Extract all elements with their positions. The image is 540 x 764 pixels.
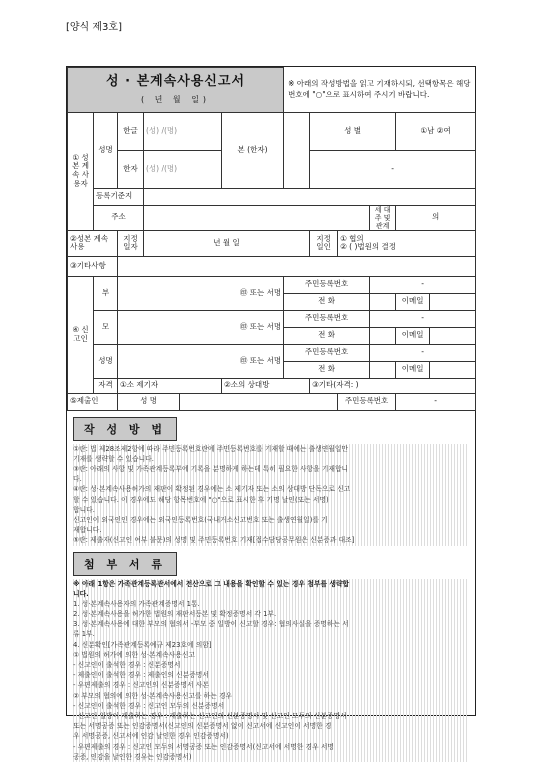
hanja-name-field[interactable]: (성) /(명) <box>144 150 222 188</box>
father-phone-field[interactable] <box>370 293 396 310</box>
attach-line: 1. 성·본계속사용자의 가족관계증명서 1통. <box>73 599 200 608</box>
form-table <box>67 67 476 411</box>
other-phone-label: 전 화 <box>284 361 370 378</box>
s1-rrn-field[interactable]: - <box>310 150 476 188</box>
attach-line: 4. 신분확인[가족관계등록예규 제23호에 의함] <box>73 640 212 649</box>
mother-rrn-label: 주민등록번호 <box>284 310 370 327</box>
hangul-name-field[interactable]: (성) /(명) <box>144 112 222 150</box>
attach-text <box>73 579 469 762</box>
attach-section <box>67 546 475 762</box>
method-line: 합니다. <box>73 505 95 514</box>
other-sign[interactable]: ㊞ 또는 서명 <box>118 344 284 378</box>
s3-label: ③기타사항 <box>68 256 118 276</box>
attach-line: - 제출인이 출석한 경우 : 제출인의 신분증명서 <box>73 671 209 680</box>
method-line: 신고인이 외국인인 경우에는 외국인등록번호(국내거소신고번호 또는 출생연월일)를 기 <box>73 515 328 524</box>
title-date: ( 년 월 일) <box>141 95 211 105</box>
method-line: ④란: 성·본계속사용허가의 재판이 확정된 경우에는 소 제기자 또는 소의 상대방 단독으로 신고 <box>73 485 351 494</box>
s2-options[interactable] <box>338 230 476 256</box>
s5-rrn-label: 주민등록번호 <box>338 393 396 410</box>
s5-name-label: 성 명 <box>118 393 180 410</box>
qual-opt1[interactable]: ①소 제기자 <box>118 378 222 393</box>
sex-label: 성 별 <box>310 112 396 150</box>
form-number: [양식 제3호] <box>66 22 122 33</box>
method-title: 작 성 방 법 <box>73 417 177 441</box>
s5-rrn-field[interactable]: - <box>396 393 476 410</box>
method-line: ①란: 법 제28조제2항에 따라 주민등록번호란에 주민등록번호를 기재할 때에는 출생연월일만 <box>73 444 349 453</box>
attach-line: ※ 아래 1항은 가족관계등록관서에서 전산으로 그 내용을 확인할 수 있는 경우 첨부를 생략합 <box>73 579 350 588</box>
other-rrn-field[interactable]: - <box>370 344 476 361</box>
s5-label: ⑤제출인 <box>68 393 118 410</box>
s1-label: ① 성본 계속 사용자 <box>68 112 94 230</box>
attach-line: 우 서명공증, 신고서에 인감 날인한 경우 인감증명서) <box>73 732 229 741</box>
attach-line: 공증, 인감을 날인한 경우는 인감증명서) <box>73 752 192 761</box>
address-field[interactable] <box>144 205 370 230</box>
method-line: 다. <box>73 475 82 484</box>
method-line: ⑤란: 제출자(신고인 여부 불문)의 성명 및 주민등록번호 기재[접수담당공무원은 신분증과 대조] <box>73 536 355 545</box>
father-rrn-field[interactable]: - <box>370 276 476 293</box>
father-phone-label: 전 화 <box>284 293 370 310</box>
attach-title: 첨 부 서 류 <box>73 552 177 576</box>
method-line: 재합니다. <box>73 526 102 535</box>
other-phone-field[interactable] <box>370 361 396 378</box>
qual-opt3[interactable]: ③기타(자격: ) <box>310 378 476 393</box>
qual-opt2[interactable]: ②소의 상대방 <box>222 378 310 393</box>
relation-field[interactable]: 의 <box>396 205 476 230</box>
mother-phone-label: 전 화 <box>284 327 370 344</box>
s2-date-label: 지정 일자 <box>118 230 144 256</box>
bon-label: 본 (한자) <box>222 112 284 188</box>
method-line: 할 수 있습니다. 이 경우에도 해당 항목번호에 "○"으로 표시한 후 기명 날인(또는 서명) <box>73 495 329 504</box>
attach-line: 또는 서명공증 또는 인감증명서(신고인의 신분증명서 없이 신고서에 신고인이 서명한 경 <box>73 722 332 731</box>
attach-line: 3. 성·본계속사용에 대한 부모의 협의서 -부모 중 일방이 신고할 경우: 협의사실을 증명하는 서 <box>73 620 349 629</box>
relation-label: 세 대 주 및 관계 <box>370 205 396 230</box>
attach-line: - 우편제출의 경우 : 신고인의 신분증명서 사본 <box>73 681 209 690</box>
name-label: 성명 <box>94 112 118 188</box>
form-frame <box>66 66 476 761</box>
method-text <box>73 444 469 546</box>
other-name-label: 성명 <box>94 344 118 378</box>
qual-label: 자격 <box>94 378 118 393</box>
father-label: 부 <box>94 276 118 310</box>
father-sign[interactable]: ㊞ 또는 서명 <box>118 276 284 310</box>
title-cell <box>68 68 284 113</box>
method-section <box>67 411 475 546</box>
reg-base-field[interactable] <box>144 188 476 205</box>
s2-opt1[interactable]: ① 협의 <box>340 233 364 243</box>
s5-name-field[interactable] <box>180 393 338 410</box>
attach-line: - 신고인이 출석한 경우 : 신분증명서 <box>73 661 181 670</box>
attach-line: ① 법원의 허가에 의한 성·본계속사용신고 <box>73 650 195 659</box>
mother-sign[interactable]: ㊞ 또는 서명 <box>118 310 284 344</box>
s2-desig-label: 지정 일인 <box>310 230 338 256</box>
father-rrn-label: 주민등록번호 <box>284 276 370 293</box>
hanja-label: 한자 <box>118 150 144 188</box>
mother-label: 모 <box>94 310 118 344</box>
attach-line: - 신고인이 출석한 경우 : 신고인 모두의 신분증명서 <box>73 701 225 710</box>
attach-line: 니다. <box>73 589 89 598</box>
attach-line: 2. 성·본계속사용을 허가한 법원의 재판서등본 및 확정증명서 각 1부. <box>73 610 277 619</box>
other-email-field[interactable] <box>430 361 476 378</box>
attach-line: - 우편제출의 경우 : 신고인 모두의 서명공증 또는 인감증명서(신고서에 서명한 경우 서명 <box>73 742 334 751</box>
instruction: ※ 아래의 작성방법을 읽고 기재하시되, 선택항목은 해당번호에 "○"으로 표시하여 주시기 바랍니다. <box>288 79 471 99</box>
s4-label: ④ 신고인 <box>68 276 94 393</box>
mother-rrn-field[interactable]: - <box>370 310 476 327</box>
other-email-label: 이메일 <box>396 361 430 378</box>
reg-base-label: 등록기준지 <box>94 188 144 205</box>
s2-opt2[interactable]: ② ( )법원의 결정 <box>340 242 397 252</box>
attach-line: ② 부모의 협의에 의한 성·본계속사용신고를 하는 경우 <box>73 691 233 700</box>
s2-date-field[interactable]: 년 월 일 <box>144 230 310 256</box>
attach-line: 류 1부. <box>73 630 95 639</box>
mother-email-label: 이메일 <box>396 327 430 344</box>
method-line: ③란: 아래의 사항 및 가족관계등록부에 기록을 분명하게 하는데 특히 필요한 사항을 기재합니 <box>73 465 349 474</box>
hangul-label: 한글 <box>118 112 144 150</box>
other-rrn-label: 주민등록번호 <box>284 344 370 361</box>
s2-label: ②성본 계속사용 <box>68 230 118 256</box>
mother-email-field[interactable] <box>430 327 476 344</box>
father-email-label: 이메일 <box>396 293 430 310</box>
sex-options[interactable]: ①남 ②여 <box>396 112 476 150</box>
address-label: 주소 <box>94 205 144 230</box>
mother-phone-field[interactable] <box>370 327 396 344</box>
father-email-field[interactable] <box>430 293 476 310</box>
s3-field[interactable] <box>118 256 476 276</box>
form-title: 성 · 본계속사용신고서 <box>106 74 246 90</box>
attach-line: - 신고인 일방이 제출하는 경우 : 제출하는 신고인의 신분증명서 및 신고인 모두의 신분증명서 <box>73 711 347 720</box>
bon-field[interactable] <box>284 112 310 188</box>
method-line: 기재를 생략할 수 있습니다. <box>73 454 154 463</box>
